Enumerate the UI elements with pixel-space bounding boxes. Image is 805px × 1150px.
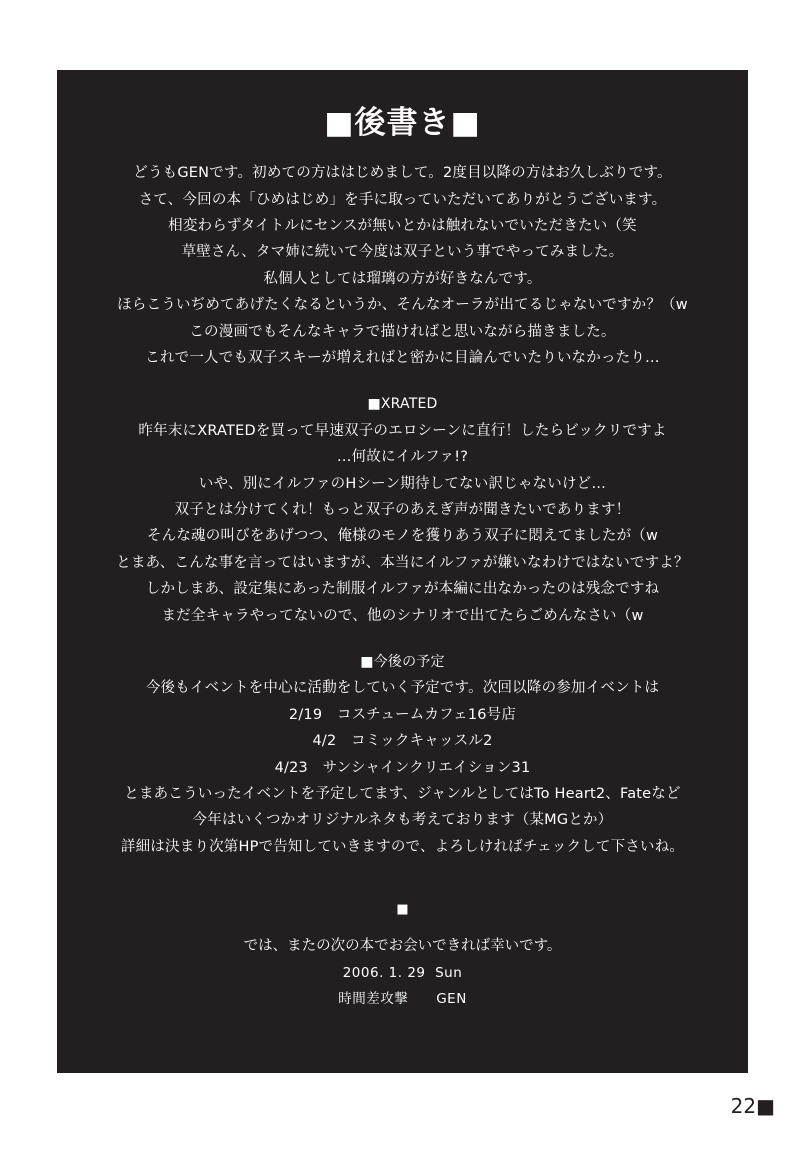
date-line: 2006. 1. 29 Sun — [342, 965, 463, 982]
circle-line: 時間差攻撃 GEN — [338, 991, 467, 1008]
section-line: 昨年末にXRATEDを買って早速双子のエロシーンに直行！したらビックリですよ — [138, 422, 667, 439]
event-line: 2/19 コスチュームカフェ16号店 — [288, 706, 517, 723]
section-line: 双子とは分けてくれ！もっと双子のあえぎ声が聞きたいであります！ — [174, 501, 631, 518]
section-line: とまあ、こんな事を言ってはいますが、本当にイルファが嫌いなわけではないですよ？ — [116, 554, 689, 571]
section-xrated — [57, 391, 748, 629]
intro-block — [57, 160, 748, 371]
intro-line: どうもGENです。初めての方ははじめまして。2度目以降の方はお久しぶりです。 — [133, 165, 672, 182]
intro-line: 私個人としては瑠璃の方が好きなんです。 — [263, 270, 542, 287]
event-line: 4/23 サンシャインクリエイション31 — [274, 759, 531, 776]
closing-line: では、またの次の本でお会いできれば幸いです。 — [243, 938, 562, 955]
intro-line: ほらこういぢめてあげたくなるというか、そんなオーラが出てるじゃないですか？（w — [117, 297, 688, 314]
section-line: 今後もイベントを中心に活動をしていく予定です。次回以降の参加イベントは — [145, 680, 660, 697]
square-marker: ■ — [396, 902, 409, 918]
page-title: ■後書き■ — [324, 105, 481, 141]
intro-line: これで一人でも双子スキーが増えればと密かに目論んでいたりいなかったり… — [145, 349, 660, 366]
event-line: 4/2 コミックキャッスル2 — [312, 733, 493, 750]
afterword-panel — [57, 70, 748, 1073]
section-line: しかしまあ、設定集にあった制服イルファが本編に出なかったのは残念ですね — [145, 581, 660, 598]
section-line: そんな魂の叫びをあげつつ、俺様のモノを獲りあう双子に悶えてましたが（w — [146, 528, 659, 545]
section-line: いや、別にイルファのHシーン期待してない訳じゃないけど… — [198, 475, 607, 492]
intro-line: さて、今回の本「ひめはじめ」を手に取っていただいてありがとうございます。 — [138, 191, 667, 208]
page-number: 22■ — [730, 1094, 775, 1118]
section-heading-schedule: ■今後の予定 — [360, 654, 445, 670]
section-schedule — [57, 649, 748, 860]
section-line: 詳細は決まり次第HPで告知していきますので、よろしければチェックして下さいね。 — [120, 838, 685, 855]
intro-line: 草壁さん、タマ姉に続いて今度は双子という事でやってみました。 — [181, 244, 624, 261]
intro-line: 相変わらずタイトルにセンスが無いとかは触れないでいただきたい（笑 — [168, 217, 637, 234]
section-heading-xrated: ■XRATED — [367, 396, 438, 413]
intro-line: この漫画でもそんなキャラで描ければと思いながら描きました。 — [189, 323, 616, 340]
section-line: …何故にイルファ!? — [336, 449, 469, 466]
section-line: 今年はいくつかオリジナルネタも考えております（某MGとか） — [192, 812, 613, 829]
section-line: とまあこういったイベントを予定してます、ジャンルとしてはTo Heart2、Fateなど — [124, 786, 681, 803]
section-line: まだ全キャラやってないので、他のシナリオで出てたらごめんなさい（w — [161, 607, 644, 624]
